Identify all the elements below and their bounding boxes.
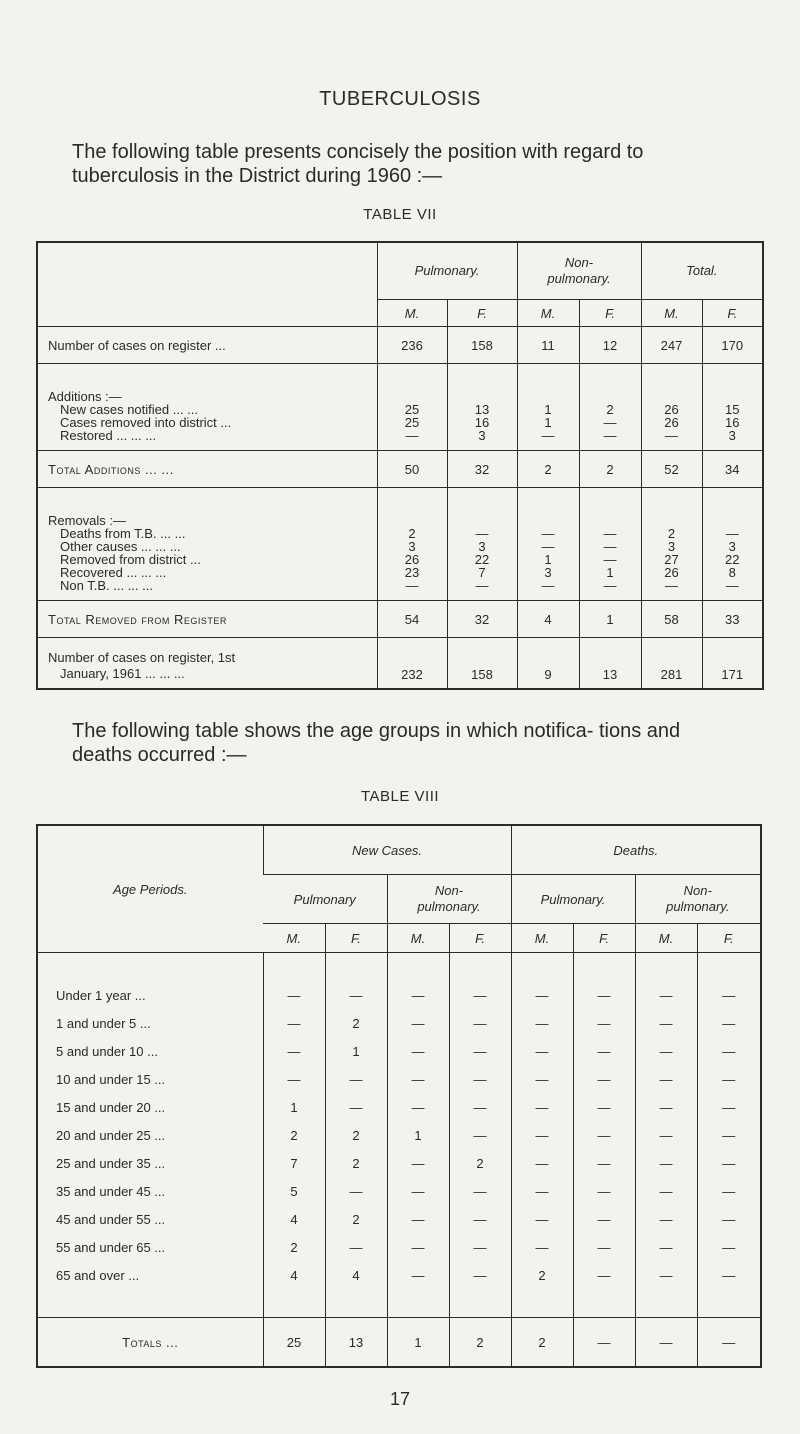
cell: —: [387, 1065, 449, 1093]
cell: —: [449, 1261, 511, 1289]
cell: 2: [325, 1009, 387, 1037]
cell: —: [511, 1065, 573, 1093]
table-row: [37, 1121, 761, 1149]
col-f: F.: [579, 300, 641, 327]
col-group-non-pulmonary: Non- pulmonary.: [517, 242, 641, 300]
cell-stack: [579, 488, 641, 601]
cell: —: [541, 539, 555, 554]
cell: 3: [408, 539, 416, 554]
col-group-total: Total.: [641, 242, 763, 300]
cell-stack: [447, 364, 517, 451]
cell: —: [325, 1093, 387, 1121]
cell: 13: [474, 402, 490, 417]
col-f: F.: [697, 924, 761, 953]
table-row: [37, 1233, 761, 1261]
col-group-deaths: Deaths.: [511, 825, 761, 875]
cell: —: [511, 1177, 573, 1205]
intro-paragraph-1: The following table presents concisely the position with regard to tuberculosis in the District during 1960 :—: [72, 141, 644, 187]
cell: 58: [641, 601, 702, 638]
cell: —: [697, 1318, 761, 1368]
age-period-label: 55 and under 65 ...: [56, 1239, 166, 1255]
cell: —: [511, 981, 573, 1009]
cell: —: [325, 1233, 387, 1261]
col-m: M.: [517, 300, 579, 327]
cell-stack: [377, 488, 447, 601]
cell: 1: [544, 402, 552, 417]
cell: —: [387, 1205, 449, 1233]
table-vii-title: TABLE VII: [363, 206, 437, 223]
cell: 2: [325, 1149, 387, 1177]
cell: —: [511, 1121, 573, 1149]
removals-block: [37, 488, 377, 601]
cell: —: [635, 1121, 697, 1149]
cell: 2: [449, 1318, 511, 1368]
cell: —: [635, 1233, 697, 1261]
row-label-line-1: Number of cases on register, 1st: [48, 650, 236, 665]
cell: —: [697, 1037, 761, 1065]
cell: —: [665, 428, 679, 443]
cell: 27: [664, 552, 679, 567]
cell: 3: [544, 565, 552, 580]
cell: —: [511, 1009, 573, 1037]
cell: —: [635, 1037, 697, 1065]
cell: —: [573, 1205, 635, 1233]
additions-block: [37, 364, 377, 451]
cell: —: [635, 1318, 697, 1368]
cell: —: [387, 1009, 449, 1037]
age-period-label: 10 and under 15 ...: [56, 1071, 166, 1087]
row-label: Deaths from T.B. ... ...: [60, 526, 186, 541]
cell: 170: [702, 327, 763, 364]
cell-stack: [641, 488, 702, 601]
cell: —: [603, 415, 617, 430]
cell: 1: [263, 1093, 325, 1121]
cell: —: [573, 1233, 635, 1261]
cell: —: [449, 1205, 511, 1233]
cell: —: [725, 578, 739, 593]
row-label: [37, 638, 377, 690]
cell: 16: [725, 415, 740, 430]
table-vii: [36, 241, 764, 690]
cell-stack: [517, 488, 579, 601]
cell: —: [573, 1065, 635, 1093]
age-period-label: 20 and under 25 ...: [56, 1127, 166, 1143]
cell: —: [697, 1093, 761, 1121]
age-period-label: 45 and under 55 ...: [56, 1211, 166, 1227]
col-m: M.: [387, 924, 449, 953]
row-total-additions: [37, 451, 763, 488]
cell: 232: [377, 638, 447, 690]
table-row: [37, 1205, 761, 1233]
cell: 32: [447, 451, 517, 488]
cell: —: [325, 1177, 387, 1205]
age-period-label: 15 and under 20 ...: [56, 1099, 166, 1115]
cell: —: [387, 981, 449, 1009]
col-m: M.: [641, 300, 702, 327]
cell: —: [325, 1065, 387, 1093]
cell: 26: [664, 565, 679, 580]
cell: 32: [447, 601, 517, 638]
cell: 3: [478, 428, 486, 443]
cell: —: [635, 1205, 697, 1233]
table-row: [37, 1065, 761, 1093]
cell-stack: [447, 488, 517, 601]
row-label: New cases notified ... ...: [60, 402, 199, 417]
cell: —: [405, 428, 419, 443]
col-f: F.: [447, 300, 517, 327]
age-period-label: 5 and under 10 ...: [56, 1043, 158, 1059]
cell: 3: [667, 539, 676, 554]
row-additions: [37, 364, 763, 451]
subgroup-pulmonary: Pulmonary: [263, 875, 387, 924]
cell: —: [475, 578, 489, 593]
cell: 25: [404, 402, 420, 417]
cell: 1: [544, 552, 552, 567]
row-label: Cases removed into district ...: [60, 415, 232, 430]
cell: 7: [263, 1149, 325, 1177]
cell: —: [263, 981, 325, 1009]
cell: —: [635, 1177, 697, 1205]
cell: —: [697, 1233, 761, 1261]
table-row: [37, 1177, 761, 1205]
cell: 4: [325, 1261, 387, 1289]
cell: —: [325, 981, 387, 1009]
cell: —: [511, 1233, 573, 1261]
cell: 13: [579, 638, 641, 690]
cell: 2: [263, 1121, 325, 1149]
cell: 8: [728, 565, 736, 580]
cell: —: [573, 1177, 635, 1205]
row-label: Restored ... ... ...: [60, 428, 157, 443]
cell: —: [697, 1261, 761, 1289]
cell: 2: [511, 1318, 573, 1368]
cell: —: [263, 1009, 325, 1037]
row-label: Number of cases on register ...: [48, 337, 226, 353]
cell: —: [449, 1009, 511, 1037]
row-label: Non T.B. ... ... ...: [60, 578, 153, 593]
col-group-pulmonary: Pulmonary.: [377, 242, 517, 300]
cell: 1: [606, 565, 614, 580]
cell: 5: [263, 1177, 325, 1205]
table-vii-corner: [37, 242, 377, 327]
cell: —: [697, 1009, 761, 1037]
cell: —: [573, 1037, 635, 1065]
cell: 26: [664, 402, 679, 417]
col-m: M.: [377, 300, 447, 327]
cell: 26: [404, 552, 420, 567]
cell: —: [511, 1093, 573, 1121]
row-totals: [37, 1318, 761, 1368]
cell: —: [263, 1065, 325, 1093]
cell: 158: [447, 327, 517, 364]
cell: —: [603, 526, 617, 541]
col-m: M.: [511, 924, 573, 953]
cell: 3: [478, 539, 486, 554]
cell: —: [603, 578, 617, 593]
col-f: F.: [702, 300, 763, 327]
removals-heading: Removals :—: [48, 513, 127, 528]
cell: 171: [702, 638, 763, 690]
cell: 54: [377, 601, 447, 638]
cell: 25: [404, 415, 420, 430]
cell: —: [665, 578, 679, 593]
cell: —: [635, 981, 697, 1009]
col-group-new-cases: New Cases.: [263, 825, 511, 875]
row-label: Other causes ... ... ...: [60, 539, 181, 554]
cell: 2: [408, 526, 416, 541]
cell: —: [475, 526, 489, 541]
cell: —: [603, 552, 617, 567]
cell: —: [449, 1093, 511, 1121]
cell: 281: [641, 638, 702, 690]
cell: —: [541, 526, 555, 541]
cell: —: [387, 1261, 449, 1289]
cell: 2: [579, 451, 641, 488]
page-title: TUBERCULOSIS: [319, 88, 481, 110]
cell: —: [511, 1037, 573, 1065]
table-row: [37, 1009, 761, 1037]
cell: —: [573, 1261, 635, 1289]
cell: 1: [387, 1121, 449, 1149]
col-f: F.: [449, 924, 511, 953]
cell: 26: [664, 415, 679, 430]
additions-heading: Additions :—: [48, 389, 122, 404]
cell: —: [635, 1149, 697, 1177]
cell: —: [449, 1037, 511, 1065]
cell: 3: [728, 428, 736, 443]
cell: —: [387, 1037, 449, 1065]
cell: 2: [517, 451, 579, 488]
cell: 4: [263, 1205, 325, 1233]
cell: —: [697, 1121, 761, 1149]
cell: 34: [702, 451, 763, 488]
cell-stack: [702, 488, 763, 601]
cell: 7: [478, 565, 486, 580]
cell: 2: [449, 1149, 511, 1177]
cell-stack: [377, 364, 447, 451]
cell: —: [725, 526, 739, 541]
age-period-label: 1 and under 5 ...: [56, 1015, 151, 1031]
col-m: M.: [263, 924, 325, 953]
col-f: F.: [325, 924, 387, 953]
cell: 158: [447, 638, 517, 690]
cell: 4: [517, 601, 579, 638]
cell: —: [573, 1093, 635, 1121]
table-row: [37, 1093, 761, 1121]
cell: —: [263, 1037, 325, 1065]
cell: —: [697, 1065, 761, 1093]
cell: —: [449, 1065, 511, 1093]
cell: —: [573, 1121, 635, 1149]
age-period-label: 25 and under 35 ...: [56, 1155, 166, 1171]
cell: 15: [725, 402, 740, 417]
cell: —: [511, 1205, 573, 1233]
cell: —: [573, 981, 635, 1009]
cell: —: [387, 1149, 449, 1177]
cell: 22: [725, 552, 740, 567]
cell: —: [573, 1149, 635, 1177]
cell: —: [387, 1233, 449, 1261]
cell-stack: [702, 364, 763, 451]
cell: —: [387, 1177, 449, 1205]
spacer-row: [37, 953, 761, 982]
cell: —: [405, 578, 419, 593]
page-number: 17: [389, 1389, 411, 1409]
cell: —: [697, 1177, 761, 1205]
cell: 1: [387, 1318, 449, 1368]
cell: 247: [641, 327, 702, 364]
cell: —: [449, 1233, 511, 1261]
col-m: M.: [635, 924, 697, 953]
cell: 3: [728, 539, 736, 554]
cell: —: [635, 1261, 697, 1289]
row-total-removed: [37, 601, 763, 638]
cell: 2: [325, 1205, 387, 1233]
cell: —: [387, 1093, 449, 1121]
row-label: Recovered ... ... ...: [60, 565, 167, 580]
row-label-line-2: January, 1961 ... ... ...: [60, 666, 185, 681]
cell: —: [603, 539, 617, 554]
cell: 2: [263, 1233, 325, 1261]
row-label: Total Additions ... ...: [37, 451, 377, 488]
cell: —: [697, 1149, 761, 1177]
intro-paragraph-2: The following table shows the age groups in which notifica- tions and deaths occurred :—: [72, 720, 681, 766]
cell: 52: [641, 451, 702, 488]
table-row: [37, 1261, 761, 1289]
cell-stack: [517, 364, 579, 451]
cell: 23: [404, 565, 420, 580]
row-label: Removed from district ...: [60, 552, 201, 567]
row-label: Totals ...: [37, 1318, 263, 1368]
row-register: [37, 327, 763, 364]
col-f: F.: [573, 924, 635, 953]
cell: —: [635, 1065, 697, 1093]
cell: —: [635, 1009, 697, 1037]
cell: 1: [579, 601, 641, 638]
table-viii: [36, 824, 762, 1368]
cell: —: [541, 578, 555, 593]
cell: 4: [263, 1261, 325, 1289]
table-viii-body: [37, 953, 761, 1290]
cell: 12: [579, 327, 641, 364]
cell: 2: [606, 402, 614, 417]
cell: 2: [667, 526, 676, 541]
row-label: Total Removed from Register: [37, 601, 377, 638]
cell: 2: [325, 1121, 387, 1149]
cell: 22: [474, 552, 490, 567]
cell-stack: [579, 364, 641, 451]
age-period-label: 65 and over ...: [56, 1267, 140, 1283]
cell: 9: [517, 638, 579, 690]
cell: —: [697, 981, 761, 1009]
table-row: [37, 981, 761, 1009]
cell: —: [541, 428, 555, 443]
subgroup-pulmonary: Pulmonary.: [511, 875, 635, 924]
age-period-label: Under 1 year ...: [56, 987, 146, 1003]
cell: 25: [263, 1318, 325, 1368]
cell: 16: [474, 415, 490, 430]
table-row: [37, 1037, 761, 1065]
age-periods-header: Age Periods.: [37, 825, 263, 953]
cell: 2: [511, 1261, 573, 1289]
age-period-label: 35 and under 45 ...: [56, 1183, 166, 1199]
cell: —: [697, 1205, 761, 1233]
cell: —: [449, 1121, 511, 1149]
spacer-row: [37, 1289, 761, 1318]
cell: —: [511, 1149, 573, 1177]
cell: 33: [702, 601, 763, 638]
row-register-1961: [37, 638, 763, 690]
cell-stack: [641, 364, 702, 451]
cell: 1: [544, 415, 552, 430]
subgroup-non-pulmonary: Non- pulmonary.: [635, 875, 761, 924]
cell: 11: [517, 327, 579, 364]
table-row: [37, 1149, 761, 1177]
cell: 236: [377, 327, 447, 364]
subgroup-non-pulmonary: Non- pulmonary.: [387, 875, 511, 924]
cell: 13: [325, 1318, 387, 1368]
cell: —: [573, 1009, 635, 1037]
cell: —: [449, 1177, 511, 1205]
cell: —: [573, 1318, 635, 1368]
cell: —: [603, 428, 617, 443]
cell: —: [635, 1093, 697, 1121]
table-viii-title: TABLE VIII: [360, 788, 440, 805]
cell: —: [449, 981, 511, 1009]
cell: 1: [325, 1037, 387, 1065]
cell: 50: [377, 451, 447, 488]
row-removals: [37, 488, 763, 601]
